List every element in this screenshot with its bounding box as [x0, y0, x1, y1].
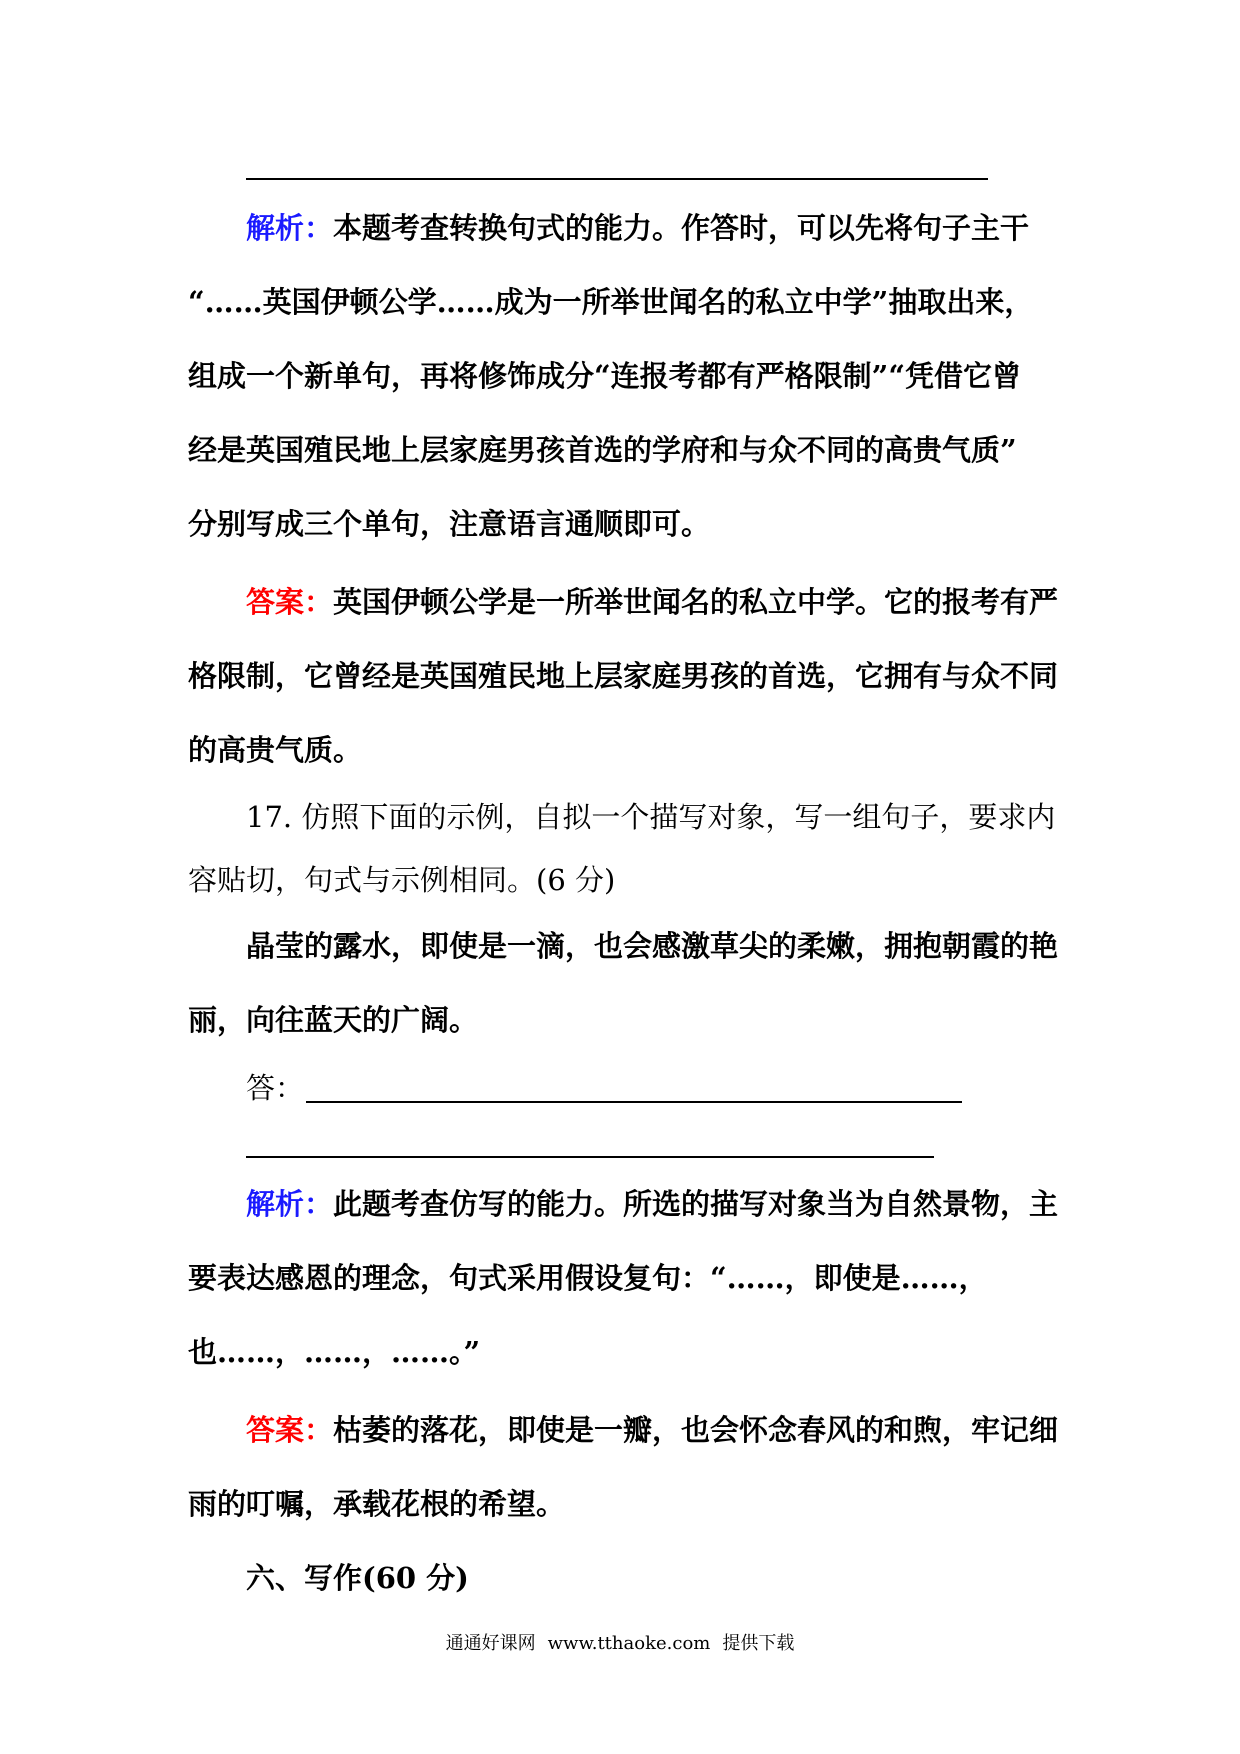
answer-label: 答案： — [246, 585, 334, 619]
answer-blank-line — [306, 1101, 962, 1103]
analysis-text: 也……，……，……。” — [188, 1335, 481, 1369]
analysis-text: “……英国伊顿公学……成为一所举世闻名的私立中学”抽取出来， — [188, 285, 1034, 319]
q17-answer — [246, 1410, 1060, 1450]
analysis-label: 解析： — [246, 211, 334, 245]
q17-question: 17. 仿照下面的示例，自拟一个描写对象，写一组句子，要求内 — [246, 800, 1056, 834]
q16-analysis — [246, 208, 1060, 248]
answer-text: 枯萎的落花，即使是一瓣，也会怀念春风的和煦，牢记细 — [333, 1413, 1059, 1447]
answer-text: 的高贵气质。 — [188, 733, 363, 767]
analysis-text: 分别写成三个单句，注意语言通顺即可。 — [188, 507, 711, 541]
analysis-text: 本题考查转换句式的能力。作答时，可以先将句子主干 — [333, 211, 1030, 245]
answer-prompt: 答： — [246, 1071, 305, 1105]
q17-example: 丽，向往蓝天的广阔。 — [188, 1003, 479, 1037]
q17-analysis — [246, 1184, 1060, 1224]
analysis-text: 组成一个新单句，再将修饰成分“连报考都有严格限制”“凭借它曾 — [188, 359, 1022, 393]
analysis-label: 解析： — [246, 1187, 334, 1221]
answer-text: 雨的叮嘱，承载花根的希望。 — [188, 1487, 566, 1521]
answer-blank-line — [246, 1156, 934, 1158]
answer-label: 答案： — [246, 1413, 334, 1447]
q16-answer — [246, 582, 1060, 622]
answer-blank-line — [246, 178, 988, 180]
section-heading: 六、写作(60 分) — [246, 1561, 469, 1595]
q17-question: 容贴切，句式与示例相同。(6 分) — [188, 863, 616, 897]
analysis-text: 要表达感恩的理念，句式采用假设复句：“……，即使是……， — [188, 1261, 988, 1295]
footer-url[interactable]: www.tthaoke.com — [547, 1633, 711, 1654]
q17-example: 晶莹的露水，即使是一滴，也会感激草尖的柔嫩，拥抱朝霞的艳 — [246, 929, 1059, 963]
analysis-text: 此题考查仿写的能力。所选的描写对象当为自然景物，主 — [333, 1187, 1059, 1221]
answer-text: 英国伊顿公学是一所举世闻名的私立中学。它的报考有严 — [333, 585, 1059, 619]
page-footer — [0, 1631, 1240, 1657]
footer-site-name: 通通好课网 — [445, 1633, 536, 1654]
analysis-text: 经是英国殖民地上层家庭男孩首选的学府和与众不同的高贵气质” — [188, 433, 1017, 467]
footer-note: 提供下载 — [722, 1633, 795, 1654]
answer-text: 格限制，它曾经是英国殖民地上层家庭男孩的首选，它拥有与众不同 — [188, 659, 1059, 693]
